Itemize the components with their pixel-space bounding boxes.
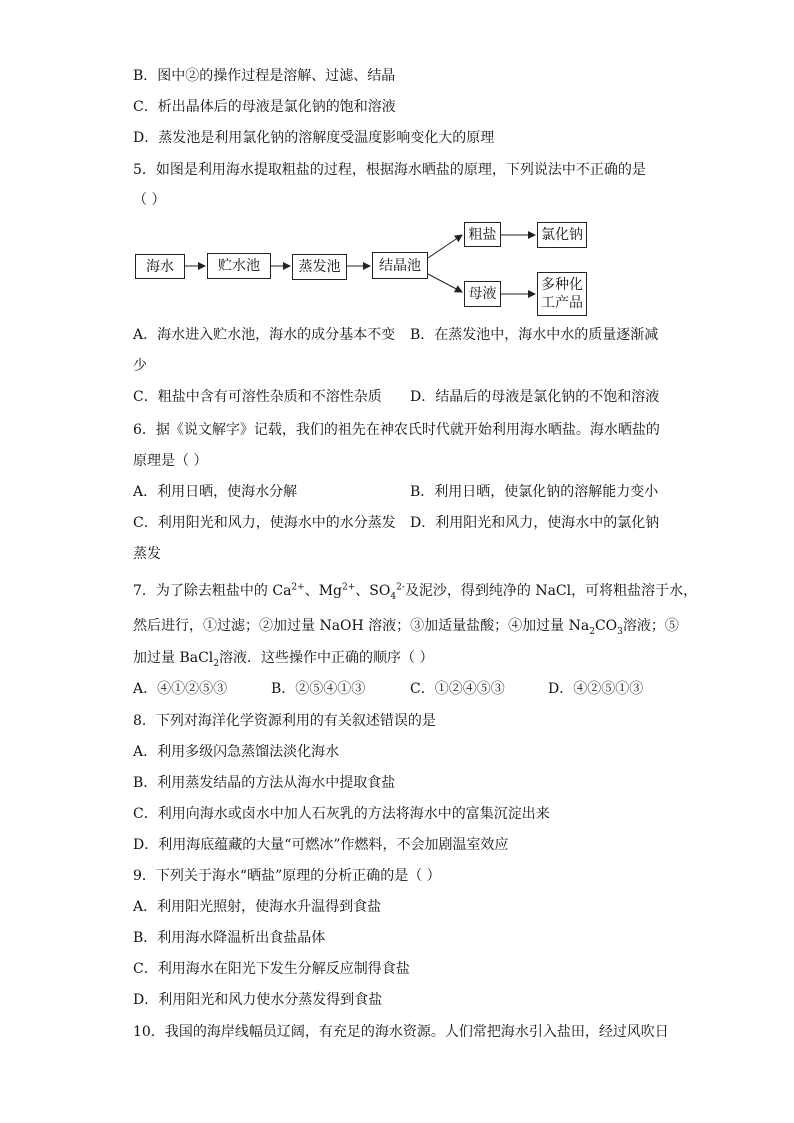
flow-arrows bbox=[133, 218, 593, 320]
q8-option-a: A．利用多级闪急蒸馏法淡化海水 bbox=[133, 744, 340, 760]
box-seawater: 海水 bbox=[135, 254, 185, 279]
q7-stem-line2 bbox=[133, 616, 679, 636]
q7-text-4: 及泥沙，得到纯净的 NaCl，可将粗盐溶于水， bbox=[404, 583, 698, 599]
q5-stem-bracket: （ ） bbox=[133, 192, 166, 208]
q7-co3-subscript: 3 bbox=[617, 626, 623, 637]
q6-stem-cont: 原理是（ ） bbox=[133, 453, 208, 469]
q4-option-c: C．析出晶体后的母液是氯化钠的饱和溶液 bbox=[133, 99, 396, 115]
q6-option-a: A．利用日晒，使海水分解 bbox=[133, 484, 298, 500]
q8-option-c: C．利用向海水或卤水中加人石灰乳的方法将海水中的富集沉淀出来 bbox=[133, 806, 550, 822]
q7-option-c: C．①②④⑤③ bbox=[410, 681, 505, 697]
q8-option-d: D．利用海底蕴藏的大量“可燃冰”作燃料，不会加剧温室效应 bbox=[133, 837, 509, 853]
q5-option-c: C．粗盐中含有可溶性杂质和不溶性杂质 bbox=[133, 389, 382, 405]
q7-line2-text-2: CO bbox=[594, 618, 618, 634]
q7-so4-subscript: 4 bbox=[390, 591, 397, 602]
products-line-2: 工产品 bbox=[541, 295, 583, 311]
q7-stem-line3 bbox=[133, 648, 433, 668]
q7-bacl2-subscript: 2 bbox=[213, 658, 220, 669]
q7-text-1: 7．为了除去粗盐中的 Ca bbox=[133, 583, 292, 599]
q9-option-d: D．利用阳光和风力使水分蒸发得到食盐 bbox=[133, 992, 383, 1008]
q5-option-b-cont: 少 bbox=[133, 358, 147, 374]
q7-option-d: D．④②⑤①③ bbox=[548, 681, 644, 697]
box-crude-salt: 粗盐 bbox=[464, 222, 501, 247]
q4-option-d: D．蒸发池是利用氯化钠的溶解度受温度影响变化大的原理 bbox=[133, 130, 495, 146]
q5-stem: 5．如图是利用海水提取粗盐的过程，根据海水晒盐的原理，下列说法中不正确的是 bbox=[133, 162, 646, 178]
q7-stem bbox=[133, 581, 697, 601]
q7-mg-charge: 2+ bbox=[342, 582, 356, 593]
q8-option-b: B．利用蒸发结晶的方法从海水中提取食盐 bbox=[133, 775, 396, 791]
q10-stem: 10．我国的海岸线幅员辽阔，有充足的海水资源。人们常把海水引入盐田，经过风吹日 bbox=[133, 1024, 669, 1040]
q6-option-b: B．利用日晒，使氯化钠的溶解能力变小 bbox=[410, 484, 659, 500]
q7-option-b: B．②⑤④①③ bbox=[271, 681, 366, 697]
box-sodium-chloride: 氯化钠 bbox=[537, 222, 587, 248]
q7-na2-subscript: 2 bbox=[589, 626, 595, 637]
q7-line2-text-1: 然后进行，①过滤；②加过量 NaOH 溶液；③加适量盐酸；④加过量 Na bbox=[133, 618, 590, 634]
q7-line3-text-1: 加过量 BaCl bbox=[133, 650, 214, 666]
q6-option-c: C．利用阳光和风力，使海水中的水分蒸发 bbox=[133, 515, 396, 531]
q7-so4-charge: 2- bbox=[396, 582, 405, 593]
q8-stem: 8．下列对海洋化学资源利用的有关叙述错误的是 bbox=[133, 713, 436, 729]
q7-line2-text-3: 溶液；⑤ bbox=[622, 618, 679, 634]
q7-option-a: A．④①②⑤③ bbox=[133, 681, 228, 697]
box-evaporation-pond: 蒸发池 bbox=[292, 254, 347, 280]
q9-option-b: B．利用海水降温析出食盐晶体 bbox=[133, 930, 326, 946]
q5-option-a: A．海水进入贮水池，海水的成分基本不变 bbox=[133, 327, 396, 343]
q7-ca-charge: 2+ bbox=[291, 582, 305, 593]
q6-option-d-cont: 蒸发 bbox=[133, 546, 161, 562]
q4-option-b: B．图中②的操作过程是溶解、过滤、结晶 bbox=[133, 68, 396, 84]
box-mother-liquor: 母液 bbox=[464, 281, 501, 307]
q5-option-b: B．在蒸发池中，海水中水的质量逐渐减 bbox=[410, 327, 659, 343]
q7-text-2: 、Mg bbox=[304, 583, 342, 599]
box-reservoir: 贮水池 bbox=[207, 253, 271, 279]
q5-option-d: D．结晶后的母液是氯化钠的不饱和溶液 bbox=[410, 389, 660, 405]
q7-line3-text-2: 溶液．这些操作中正确的顺序（ ） bbox=[219, 650, 434, 666]
products-line-1: 多种化 bbox=[541, 277, 583, 293]
box-chemical-products bbox=[537, 272, 587, 316]
salt-process-diagram bbox=[133, 218, 593, 320]
q9-stem: 9．下列关于海水“晒盐”原理的分析正确的是（ ） bbox=[133, 868, 441, 884]
q9-option-c: C．利用海水在阳光下发生分解反应制得食盐 bbox=[133, 961, 410, 977]
box-crystallization-pond: 结晶池 bbox=[372, 252, 428, 279]
q6-option-d: D．利用阳光和风力，使海水中的氯化钠 bbox=[410, 515, 660, 531]
q7-text-3: 、SO bbox=[355, 583, 391, 599]
q9-option-a: A．利用阳光照射，使海水升温得到食盐 bbox=[133, 899, 382, 915]
q6-stem: 6．据《说文解字》记载，我们的祖先在神农氏时代就开始利用海水晒盐。海水晒盐的 bbox=[133, 422, 660, 438]
